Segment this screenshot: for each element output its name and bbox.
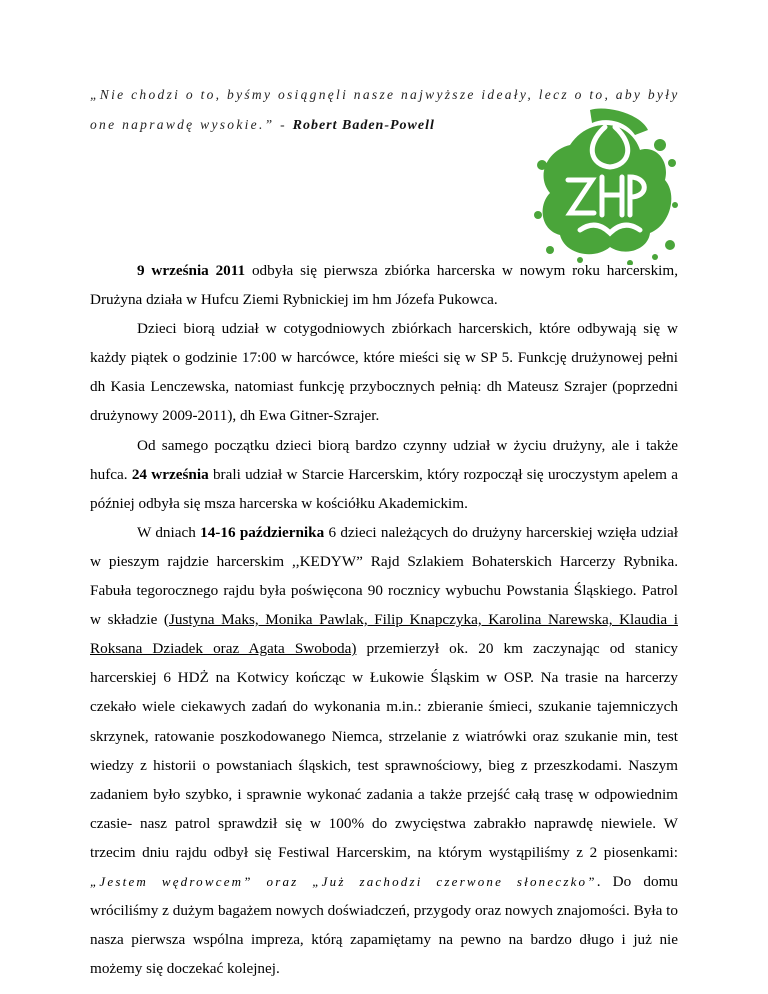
patrol-members: Justyna Maks, Monika Pawlak, Filip Knapczyka, Karolina Narewska, Klaudia i Roksana Dziadek oraz Agata Swoboda) [90,611,678,658]
zhp-logo [530,105,680,265]
paragraph-1: 9 września 2011 odbyła się pierwsza zbiórka harcerska w nowym roku harcerskim, Drużyna działa w Hufcu Ziemi Rybnickiej im hm Józefa Pukowca. [90,262,678,309]
event-date-3: 14-16 października [200,523,325,541]
quote-author: Robert Baden-Powell [292,118,435,133]
paragraph-2: Dzieci biorą udział w cotygodniowych zbiórkach harcerskich, które odbywają się w każdy piątek o godzinie 17:00 w harcówce, które mieści się w SP 5. Funkcję drużynowej pełni dh Kasia Lenczewska, natomiast funkcję przybocznych pełnią: dh Mateusz Szrajer (poprzedni drużynowy 2009-2011), dh Ewa Gitner-Szrajer. [90,320,678,425]
article-body [90,256,678,983]
event-date-1: 9 września 2011 [137,262,246,279]
zhp-scout-lily-icon [530,105,680,265]
quote-text: „Nie chodzi o to, byśmy osiągnęli nasze najwyższe ideały, lecz o to, aby były one naprawdę wysokie.” - [90,87,680,132]
paragraph-3: Od samego początku dzieci biorą bardzo czynny udział w życiu drużyny, ale i także hufca. 24 września brali udział w Starcie Harcerskim, który rozpoczął się uroczystym apelem a później odbyła się msza harcerska w kościółku Akademickim. [90,436,678,512]
paragraph-4: W dniach 14-16 października 6 dzieci należących do drużyny harcerskiej wzięła udział w pieszym rajdzie harcerskim ,,KEDYW” Rajd Szlakiem Bohaterskich Harcerzy Rybnika. Fabuła tegorocznego rajdu była poświęcona 90 rocznicy wybuchu Powstania Śląskiego. Patrol w składzie (Justyna Maks, Monika Pawlak, Filip Knapczyka, Karolina Narewska, Klaudia i Roksana Dziadek oraz Agata Swoboda) przemierzył ok. 20 km zaczynając od stanicy harcerskiej 6 HDŻ na Kotwicy kończąc w Łukowie Śląskim w OSP. Na trasie na harcerzy czekało wiele ciekawych zadań do wykonania m.in.: zbieranie śmieci, szukanie tajemniczych skrzynek, ratowanie poszkodowanego Niemca, strzelanie z wiatrówki oraz szukanie min, test wiedzy z historii o powstaniach śląskich, test sprawnościowy, bieg z przeszkodami. Naszym zadaniem było szybko, i sprawnie wykonać zadania a także przejść całą trasę w odpowiednim czasie- nasz patrol sprawdził się w 100% do zwycięstwa zabrakło naprawdę niewiele. W trzecim dniu rajdu odbył się Festiwal Harcerskim, na którym wystąpiliśmy z 2 piosenkami: „Jestem wędrowcem” oraz „Już zachodzi czerwone słoneczko”. Do domu wróciliśmy z dużym bagażem nowych doświadczeń, przygody oraz nowych znajomości. Była to nasza pierwsza wspólna impreza, którą zapamiętamy na pewno na bardzo długo i już nie możemy się doczekać kolejnej. [90,523,679,978]
event-date-2: 24 września [131,465,209,483]
song-titles: „Jestem wędrowcem” oraz „Już zachodzi czerwone słoneczko” [90,873,597,889]
